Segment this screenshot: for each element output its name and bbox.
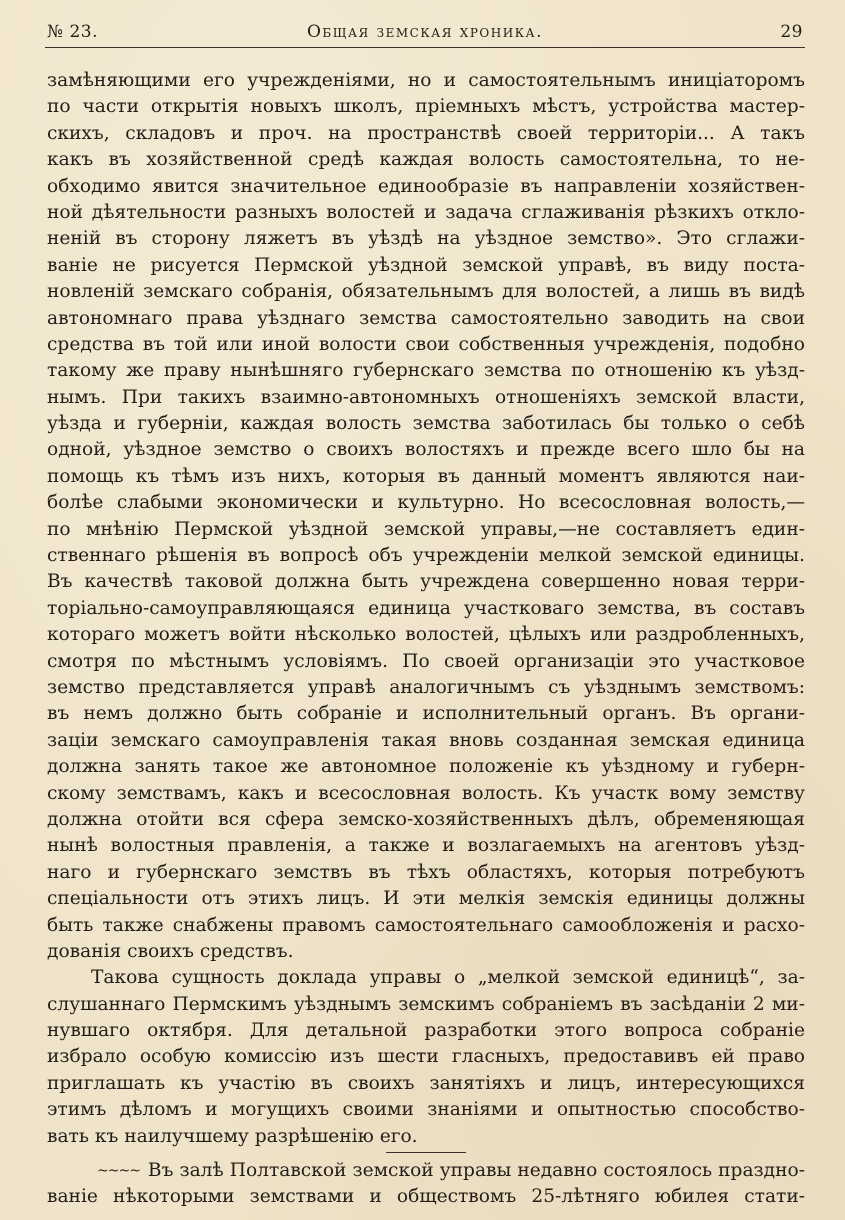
text-line-content: торіально-самоуправляющаяся единица участковаго земства, въ составъ: [47, 597, 805, 619]
text-line: [47, 543, 805, 569]
text-line-content: котораго можетъ войти нѣсколько волостей, цѣлыхъ или раздробленныхъ,: [47, 624, 805, 646]
text-line: [47, 385, 805, 411]
text-line-content: избрало особую комиссію изъ шести гласныхъ, предоставивъ ей право: [47, 1046, 805, 1068]
text-line: [47, 94, 805, 120]
text-line-content: по мнѣнію Пермской уѣздной земской управы,—не составляетъ един-: [47, 518, 805, 540]
text-line: [47, 121, 805, 147]
issue-number: № 23.: [47, 22, 99, 42]
text-line-content: ваніе не рисуется Пермской уѣздной земской управѣ, въ виду поста-: [47, 254, 805, 276]
text-line-content: автономнаго права уѣзднаго земства самостоятельно заводить на свои: [47, 307, 805, 329]
text-line: [47, 569, 805, 595]
wave-dash-marker: ~~~~: [97, 1163, 140, 1180]
text-line: [47, 860, 805, 886]
text-line-content: заціи земскаго самоуправленія такая вновь созданная земская единица: [47, 729, 805, 751]
text-line: [47, 992, 805, 1018]
header-rule: [45, 47, 805, 48]
text-line: [47, 1124, 805, 1150]
text-line-content: болѣе слабыми экономически и культурно. Но всесословная волость,—: [47, 492, 805, 514]
paragraph-2: [47, 965, 805, 1150]
text-line: [47, 807, 805, 833]
text-line-content: такому же праву нынѣшняго губернскаго земства по отношенію къ уѣзд-: [47, 360, 805, 382]
text-line-content: наго и губернскаго земствъ въ тѣхъ областяхъ, которыя потребуютъ: [47, 861, 805, 883]
text-line-content: должна занять такое же автономное положеніе къ уѣздному и губерн-: [47, 756, 805, 778]
text-line: [47, 1184, 805, 1210]
text-line-content: одной, уѣздное земство о своихъ волостяхъ и прежде всего шло бы на: [47, 439, 805, 461]
text-line-content: новленій земскаго собранія, обязательнымъ для волостей, а лишь въ видѣ: [47, 281, 805, 303]
text-line: [47, 596, 805, 622]
text-line-content: замѣняющими его учрежденіями, но и самостоятельнымъ иниціаторомъ: [47, 70, 805, 91]
text-line-content: Такова сущность доклада управы о „мелкой земской единицѣ“, за-: [91, 967, 805, 989]
text-line: [47, 754, 805, 780]
running-title: Общая земская хроника.: [307, 22, 543, 42]
text-line-content: нымъ. При такихъ взаимно-автономныхъ отношеніяхъ земской власти,: [47, 386, 805, 408]
text-line: [47, 1018, 805, 1044]
text-line-content: помощь къ тѣмъ изъ нихъ, которыя въ данный моментъ являются наи-: [47, 465, 805, 487]
text-line: [47, 332, 805, 358]
text-line: [47, 147, 805, 173]
text-line: [47, 279, 805, 305]
page-number: 29: [780, 22, 803, 42]
text-line-content: слушаннаго Пермскимъ уѣзднымъ земскимъ собраніемъ въ засѣданіи 2 ми-: [47, 993, 805, 1015]
text-line: [47, 306, 805, 332]
text-line: [47, 886, 805, 912]
page-header: [47, 18, 803, 48]
text-line: [47, 939, 805, 965]
text-line-content: скому земствамъ, какъ и всесословная волость. Къ участк вому земству: [47, 782, 805, 804]
text-line-content: Въ качествѣ таковой должна быть учреждена совершенно новая терри-: [47, 571, 805, 593]
text-line: [47, 675, 805, 701]
text-line: [47, 1158, 805, 1184]
text-line-content: нувшаго октября. Для детальной разработки этого вопроса собраніе: [47, 1020, 805, 1042]
text-line: [47, 1044, 805, 1070]
text-line: [47, 649, 805, 675]
section-separator: [386, 1152, 466, 1154]
text-line-content: быть также снабжены правомъ самостоятельнаго самообложенія и расхо-: [47, 914, 805, 936]
text-line-content: спеціальности отъ этихъ лицъ. И эти мелкія земскія единицы должны: [47, 888, 805, 910]
text-line-content: скихъ, складовъ и проч. на пространствѣ своей территоріи... А такъ: [47, 122, 805, 144]
text-line: [47, 965, 805, 991]
text-line-content: ственнаго рѣшенія въ вопросѣ объ учрежденіи мелкой земской единицы.: [47, 545, 805, 567]
text-line-content: дованія своихъ средствъ.: [47, 940, 294, 962]
text-line: [47, 411, 805, 437]
text-line-content: вать къ наилучшему разрѣшенію его.: [47, 1125, 418, 1147]
paragraph-1: [47, 68, 805, 965]
text-line-content: нынѣ волостныя правленія, а также и возлагаемыхъ на агентовъ уѣзд-: [47, 835, 805, 857]
text-line: [47, 781, 805, 807]
text-line: [47, 174, 805, 200]
body-text: [47, 68, 805, 1211]
text-line-content: смотря по мѣстнымъ условіямъ. По своей организаціи это участковое: [47, 650, 805, 672]
text-line: [47, 253, 805, 279]
text-line: [47, 464, 805, 490]
text-line-content: должна отойти вся сфера земско-хозяйственныхъ дѣлъ, обременяющая: [47, 808, 805, 830]
text-line: [47, 913, 805, 939]
text-line: [47, 358, 805, 384]
text-line: [47, 490, 805, 516]
text-line: [47, 226, 805, 252]
text-line-content: средства въ той или иной волости свои собственныя учрежденія, подобно: [47, 333, 805, 355]
text-line-content: въ немъ должно быть собраніе и исполнительный органъ. Въ органи-: [47, 703, 805, 725]
text-line-content: обходимо явится значительное единообразіе въ направленіи хозяйствен-: [47, 175, 805, 197]
text-line-content: какъ въ хозяйственной средѣ каждая волость самостоятельна, то не-: [47, 149, 805, 171]
text-line: [47, 517, 805, 543]
text-line: [47, 833, 805, 859]
text-line: [47, 728, 805, 754]
text-line: [47, 1097, 805, 1123]
text-line-content: неній въ сторону ляжетъ въ уѣздѣ на уѣздное земство». Это сглажи-: [47, 228, 805, 250]
text-line-content: Въ залѣ Полтавской земской управы недавно состоялось праздно-: [147, 1160, 805, 1182]
text-line-content: этимъ дѣломъ и могущихъ своими знаніями и опытностью способство-: [47, 1099, 805, 1121]
text-line: [47, 1071, 805, 1097]
text-line-content: приглашать къ участію въ своихъ занятіяхъ и лицъ, интересующихся: [47, 1072, 805, 1094]
text-line: [47, 68, 805, 94]
text-line-content: ваніе нѣкоторыми земствами и обществомъ 25-лѣтняго юбилея стати-: [47, 1186, 805, 1208]
text-line: [47, 437, 805, 463]
news-item: [47, 1158, 805, 1211]
text-line-content: ной дѣятельности разныхъ волостей и задача сглаживанія рѣзкихъ откло-: [47, 201, 805, 223]
text-line: [47, 701, 805, 727]
text-line-content: земство представляется управѣ аналогичнымъ съ уѣзднымъ земствомъ:: [47, 676, 805, 698]
text-line-content: по части открытія новыхъ школъ, пріемныхъ мѣстъ, устройства мастер-: [47, 96, 805, 118]
text-line: [47, 622, 805, 648]
text-line: [47, 200, 805, 226]
text-line-content: уѣзда и губерніи, каждая волость земства заботилась бы только о себѣ: [47, 413, 805, 435]
